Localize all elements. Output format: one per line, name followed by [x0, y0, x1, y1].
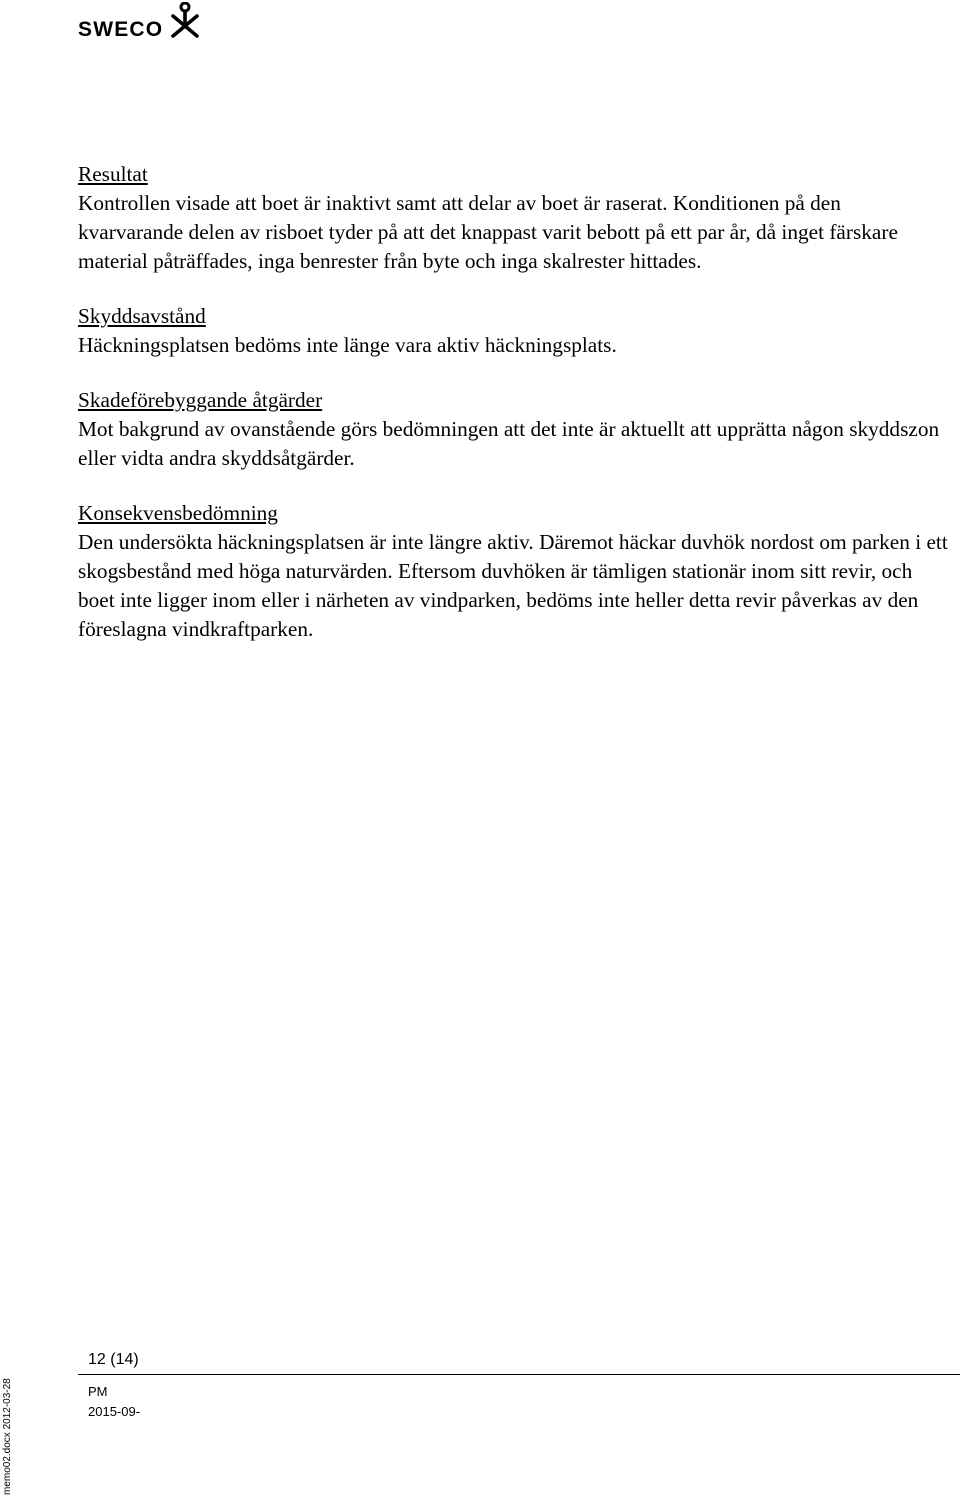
sweco-logo: [78, 2, 203, 42]
section-text: Den undersökta häckningsplatsen är inte längre aktiv. Däremot häckar duvhök nordost om parken i ett skogsbestånd med höga naturvärden. Eftersom duvhöken är tämligen stationär inom sitt revir, och boet inte ligger inom eller i närheten av vindparken, bedöms inte heller detta revir påverkas av den föreslagna vindkraftparken.: [78, 530, 948, 641]
section-heading: Konsekvensbedömning: [78, 501, 278, 525]
document-date: 2015-09-: [88, 1404, 141, 1419]
section-heading: Skadeförebyggande åtgärder: [78, 388, 323, 412]
section-text: Kontrollen visade att boet är inaktivt samt att delar av boet är raserat. Konditionen på den kvarvarande delen av risboet tyder på att det knappast varit bebott på ett par år, då inget färskare material påträffades, inga benrester från byte och inga skalrester hittades.: [78, 191, 898, 273]
sweco-figure-icon: [170, 2, 202, 40]
section-skyddsavstand: [78, 302, 948, 360]
memo-body: [78, 160, 948, 670]
footer-divider: [78, 1374, 960, 1375]
section-heading: Skyddsavstånd: [78, 304, 206, 328]
section-resultat: [78, 160, 948, 276]
section-text: Häckningsplatsen bedöms inte länge vara aktiv häckningsplats.: [78, 333, 617, 357]
template-reference: memo02.docx 2012-03-28: [2, 1378, 13, 1495]
section-heading: Resultat: [78, 162, 148, 186]
section-konsekvensbedomning: [78, 499, 948, 644]
section-text: Mot bakgrund av ovanstående görs bedömningen att det inte är aktuellt att upprätta någon skyddszon eller vidta andra skyddsåtgärder.: [78, 417, 940, 470]
document-type: PM: [88, 1384, 108, 1399]
page-number: 12 (14): [88, 1351, 139, 1368]
section-skadeforebyggande: [78, 386, 948, 473]
logo-text: SWECO: [78, 18, 164, 41]
